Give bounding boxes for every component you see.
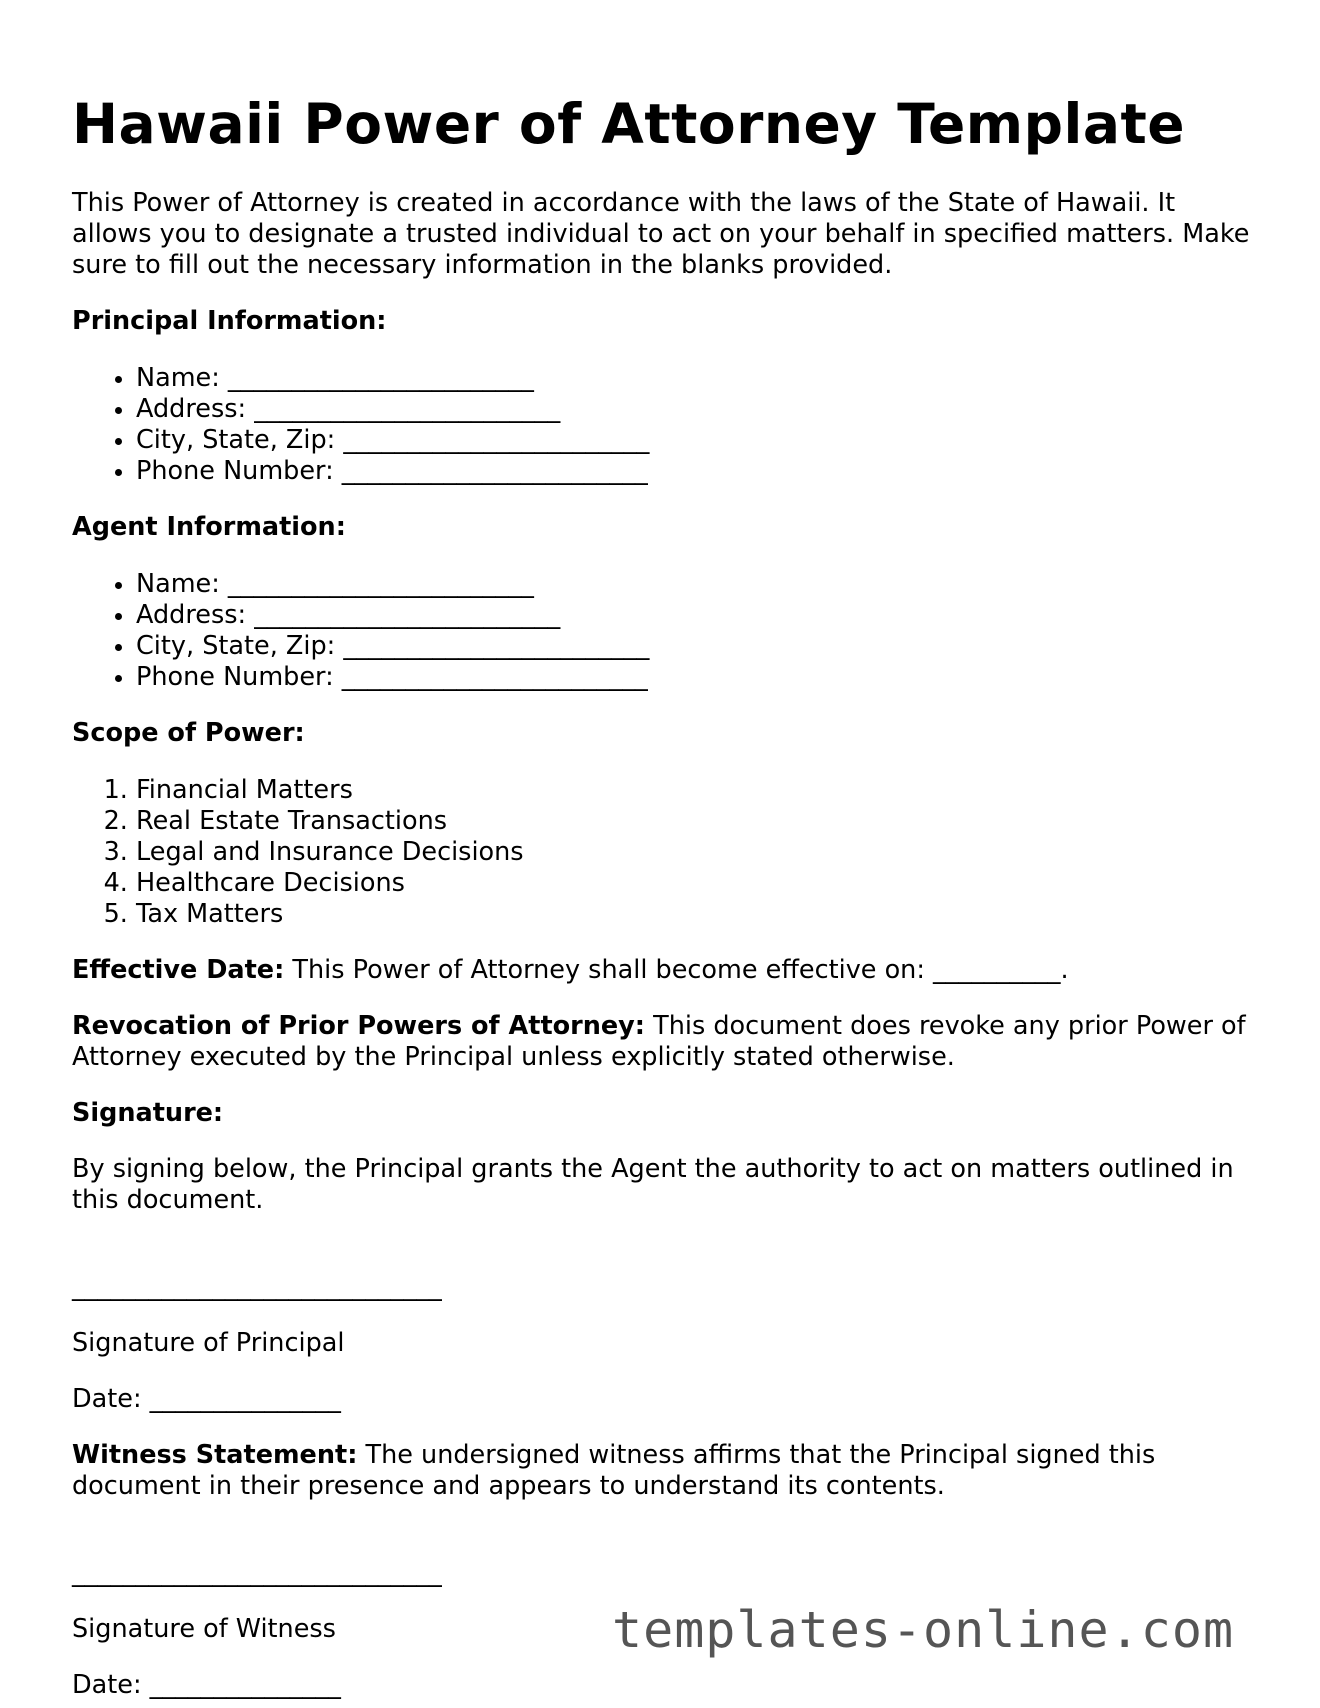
agent-fields-list: [72, 569, 1252, 693]
witness-signature-label: Signature of Witness: [72, 1614, 336, 1644]
document-title: Hawaii Power of Attorney Template: [72, 92, 1186, 156]
scope-item: 5. Tax Matters: [136, 899, 1252, 930]
agent-phone-field: • Phone Number: ________________________: [136, 662, 1252, 693]
scope-item: 2. Real Estate Transactions: [136, 806, 1252, 837]
principal-signature-label: Signature of Principal: [72, 1328, 345, 1358]
scope-item: 1. Financial Matters: [136, 775, 1252, 806]
principal-phone-field: • Phone Number: ________________________: [136, 456, 1252, 487]
revocation-text: This document does revoke any prior Power of Attorney executed by the Principal unless explicitly stated otherwise.: [72, 1011, 1246, 1072]
witness-date-field: Date: _______________: [72, 1670, 341, 1700]
revocation-paragraph: [72, 1011, 1252, 1073]
agent-name-field: • Name: ________________________: [136, 569, 1252, 600]
signature-paragraph: By signing below, the Principal grants the Agent the authority to act on matters outlined in this document.: [72, 1154, 1234, 1215]
principal-address-field: • Address: ________________________: [136, 394, 1252, 425]
intro-paragraph: This Power of Attorney is created in accordance with the laws of the State of Hawaii. It allows you to designate a trusted individual to act on your behalf in specified matters. Make sure to fill out the necessary information in the blanks provided.: [72, 188, 1250, 280]
scope-item: 3. Legal and Insurance Decisions: [136, 837, 1252, 868]
witness-statement-label: Witness Statement:: [72, 1440, 358, 1470]
effective-date-text: This Power of Attorney shall become effective on: __________.: [284, 955, 1069, 985]
principal-fields-list: [72, 363, 1252, 487]
scope-item: 4. Healthcare Decisions: [136, 868, 1252, 899]
revocation-label: Revocation of Prior Powers of Attorney:: [72, 1011, 646, 1041]
principal-signature-line: _____________________________: [72, 1272, 442, 1302]
witness-signature-line: _____________________________: [72, 1558, 442, 1588]
witness-statement-paragraph: [72, 1440, 1252, 1502]
agent-heading: Agent Information:: [72, 512, 346, 542]
effective-date-paragraph: [72, 955, 1252, 986]
scope-heading: Scope of Power:: [72, 718, 305, 748]
principal-date-field: Date: _______________: [72, 1384, 341, 1414]
scope-list: [72, 775, 1252, 930]
agent-city-state-zip-field: • City, State, Zip: ________________________: [136, 631, 1252, 662]
watermark: templates-online.com: [612, 1601, 1235, 1659]
principal-heading: Principal Information:: [72, 306, 387, 336]
agent-address-field: • Address: ________________________: [136, 600, 1252, 631]
principal-name-field: • Name: ________________________: [136, 363, 1252, 394]
witness-statement-text: The undersigned witness affirms that the Principal signed this document in their presence and appears to understand its contents.: [72, 1440, 1156, 1501]
signature-heading: Signature:: [72, 1098, 224, 1128]
effective-date-label: Effective Date:: [72, 955, 285, 985]
document-page: [72, 0, 1252, 1701]
principal-city-state-zip-field: • City, State, Zip: ________________________: [136, 425, 1252, 456]
